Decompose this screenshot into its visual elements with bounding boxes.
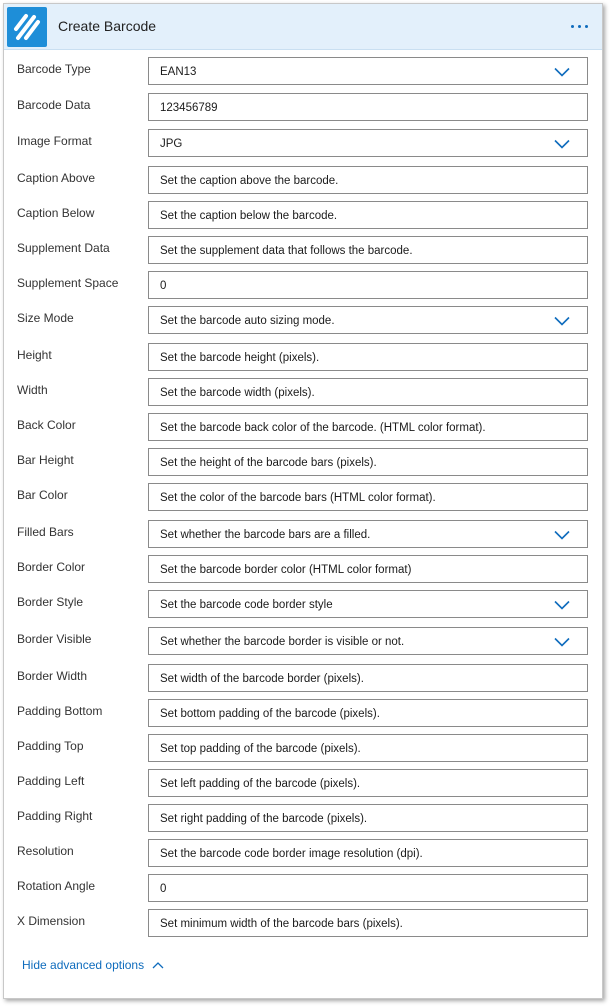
- padding-left-value: Set left padding of the barcode (pixels).: [160, 778, 361, 790]
- field-row-resolution: [4, 839, 602, 867]
- border-width-input[interactable]: [148, 664, 588, 692]
- rotation-angle-input[interactable]: [148, 874, 588, 902]
- border-visible-label: Border Visible: [17, 632, 92, 646]
- padding-bottom-input[interactable]: [148, 699, 588, 727]
- hide-advanced-options-label: Hide advanced options: [22, 958, 145, 972]
- chevron-down-icon[interactable]: [554, 316, 570, 326]
- width-value: Set the barcode width (pixels).: [160, 387, 315, 399]
- bar-height-input[interactable]: [148, 448, 588, 476]
- padding-right-value: Set right padding of the barcode (pixels).: [160, 813, 368, 825]
- caption-above-value: Set the caption above the barcode.: [160, 175, 339, 187]
- back-color-input[interactable]: [148, 413, 588, 441]
- rotation-angle-label: Rotation Angle: [17, 879, 96, 893]
- bar-color-label: Bar Color: [17, 488, 68, 502]
- caption-above-input[interactable]: [148, 166, 588, 194]
- supplement-space-input[interactable]: [148, 271, 588, 299]
- chevron-down-icon[interactable]: [554, 139, 570, 149]
- field-row-size-mode: [4, 306, 602, 334]
- border-visible-dropdown[interactable]: [148, 627, 588, 655]
- padding-top-value: Set top padding of the barcode (pixels).: [160, 743, 361, 755]
- field-row-padding-top: [4, 734, 602, 762]
- bar-color-value: Set the color of the barcode bars (HTML color format).: [160, 492, 436, 504]
- padding-top-label: Padding Top: [17, 739, 84, 753]
- x-dimension-label: X Dimension: [17, 914, 86, 928]
- border-style-dropdown[interactable]: [148, 590, 588, 618]
- height-label: Height: [17, 348, 52, 362]
- image-format-label: Image Format: [17, 134, 92, 148]
- field-row-supplement-data: [4, 236, 602, 264]
- border-style-value: Set the barcode code border style: [160, 599, 333, 611]
- border-color-label: Border Color: [17, 560, 86, 574]
- supplement-space-label: Supplement Space: [17, 276, 119, 290]
- field-row-height: [4, 343, 602, 371]
- chevron-up-icon: [152, 961, 164, 969]
- chevron-down-icon[interactable]: [554, 600, 570, 610]
- field-row-x-dimension: [4, 909, 602, 937]
- barcode-type-label: Barcode Type: [17, 62, 91, 76]
- field-row-bar-color: [4, 483, 602, 511]
- supplement-data-label: Supplement Data: [17, 241, 110, 255]
- width-input[interactable]: [148, 378, 588, 406]
- field-row-back-color: [4, 413, 602, 441]
- field-row-caption-above: [4, 166, 602, 194]
- more-options-button[interactable]: [566, 12, 592, 40]
- width-label: Width: [17, 383, 48, 397]
- size-mode-value: Set the barcode auto sizing mode.: [160, 315, 335, 327]
- field-row-padding-right: [4, 804, 602, 832]
- size-mode-label: Size Mode: [17, 311, 74, 325]
- chevron-down-icon[interactable]: [554, 67, 570, 77]
- rotation-angle-value: 0: [160, 883, 167, 895]
- height-value: Set the barcode height (pixels).: [160, 352, 320, 364]
- filled-bars-label: Filled Bars: [17, 525, 74, 539]
- bar-height-value: Set the height of the barcode bars (pixels).: [160, 457, 377, 469]
- barcode-data-label: Barcode Data: [17, 98, 91, 112]
- border-color-input[interactable]: [148, 555, 588, 583]
- chevron-down-icon[interactable]: [554, 530, 570, 540]
- field-row-border-style: [4, 590, 602, 618]
- field-row-width: [4, 378, 602, 406]
- image-format-value: JPG: [160, 138, 183, 150]
- hide-advanced-options-link[interactable]: [22, 958, 164, 972]
- supplement-space-value: 0: [160, 280, 167, 292]
- supplement-data-input[interactable]: [148, 236, 588, 264]
- field-row-border-color: [4, 555, 602, 583]
- field-row-bar-height: [4, 448, 602, 476]
- field-row-caption-below: [4, 201, 602, 229]
- padding-bottom-value: Set bottom padding of the barcode (pixels).: [160, 708, 380, 720]
- caption-below-value: Set the caption below the barcode.: [160, 210, 338, 222]
- height-input[interactable]: [148, 343, 588, 371]
- caption-below-label: Caption Below: [17, 206, 95, 220]
- resolution-value: Set the barcode code border image resolution (dpi).: [160, 848, 423, 860]
- chevron-down-icon[interactable]: [554, 637, 570, 647]
- bar-height-label: Bar Height: [17, 453, 74, 467]
- x-dimension-input[interactable]: [148, 909, 588, 937]
- back-color-label: Back Color: [17, 418, 76, 432]
- caption-below-input[interactable]: [148, 201, 588, 229]
- barcode-connector-icon: [7, 7, 47, 47]
- border-width-label: Border Width: [17, 669, 88, 683]
- resolution-label: Resolution: [17, 844, 74, 858]
- supplement-data-value: Set the supplement data that follows the barcode.: [160, 245, 413, 257]
- border-width-value: Set width of the barcode border (pixels).: [160, 673, 364, 685]
- padding-left-label: Padding Left: [17, 774, 85, 788]
- field-row-border-visible: [4, 627, 602, 655]
- border-visible-value: Set whether the barcode border is visible or not.: [160, 636, 405, 648]
- barcode-data-input[interactable]: [148, 93, 588, 121]
- padding-right-input[interactable]: [148, 804, 588, 832]
- x-dimension-value: Set minimum width of the barcode bars (pixels).: [160, 918, 403, 930]
- barcode-type-dropdown[interactable]: [148, 57, 588, 85]
- padding-right-label: Padding Right: [17, 809, 93, 823]
- field-row-border-width: [4, 664, 602, 692]
- size-mode-dropdown[interactable]: [148, 306, 588, 334]
- more-horizontal-icon: [571, 25, 574, 28]
- barcode-data-value: 123456789: [160, 102, 218, 114]
- field-row-padding-bottom: [4, 699, 602, 727]
- border-color-value: Set the barcode border color (HTML color format): [160, 564, 412, 576]
- back-color-value: Set the barcode back color of the barcode. (HTML color format).: [160, 422, 486, 434]
- resolution-input[interactable]: [148, 839, 588, 867]
- padding-left-input[interactable]: [148, 769, 588, 797]
- field-row-barcode-type: [4, 57, 602, 85]
- field-row-filled-bars: [4, 520, 602, 548]
- padding-bottom-label: Padding Bottom: [17, 704, 103, 718]
- field-row-padding-left: [4, 769, 602, 797]
- card-header[interactable]: [4, 4, 602, 50]
- field-row-image-format: [4, 129, 602, 157]
- field-row-barcode-data: [4, 93, 602, 121]
- bar-color-input[interactable]: [148, 483, 588, 511]
- border-style-label: Border Style: [17, 595, 84, 609]
- barcode-type-value: EAN13: [160, 66, 197, 78]
- card-title: Create Barcode: [58, 18, 157, 34]
- filled-bars-value: Set whether the barcode bars are a filled.: [160, 529, 371, 541]
- image-format-dropdown[interactable]: [148, 129, 588, 157]
- padding-top-input[interactable]: [148, 734, 588, 762]
- field-row-supplement-space: [4, 271, 602, 299]
- field-row-rotation-angle: [4, 874, 602, 902]
- filled-bars-dropdown[interactable]: [148, 520, 588, 548]
- caption-above-label: Caption Above: [17, 171, 96, 185]
- create-barcode-card: [3, 3, 603, 999]
